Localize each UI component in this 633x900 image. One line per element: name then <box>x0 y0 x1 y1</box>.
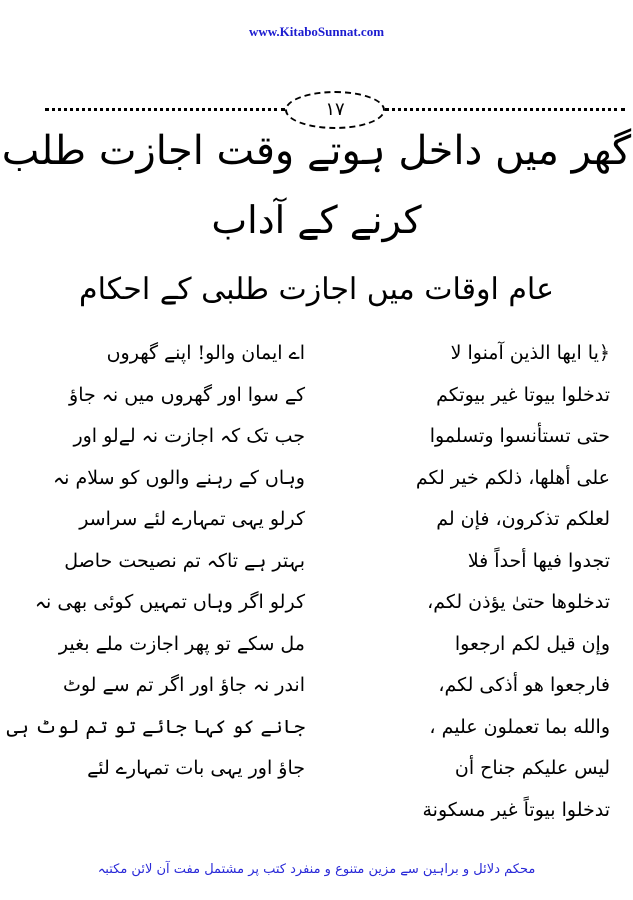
verse-line: تجدوا فيها أحداً فلا <box>467 549 610 572</box>
translation-line: کرلو یہی تمہارے لئے سراسر <box>79 508 305 530</box>
translation-line: اندر نہ جاؤ اور اگر تم سے لوٹ <box>62 674 305 696</box>
verse-line: ليس عليكم جناح أن <box>454 757 610 779</box>
page-number: ١٧ <box>285 91 385 129</box>
verse-line: فارجعوا هو أذكى لكم، <box>438 674 610 696</box>
translation-line: وہاں کے رہنے والوں کو سلام نہ <box>53 466 305 489</box>
arabic-verse-column <box>335 333 610 831</box>
verse-line: ﴿يا ايها الذين آمنوا لا <box>450 342 610 364</box>
verse-line: وإن قيل لكم ارجعوا <box>454 632 610 655</box>
divider-left <box>45 108 285 111</box>
translation-line: مل سکے تو پھر اجازت ملے بغیر <box>58 632 305 655</box>
translation-line: اے ایمان والو! اپنے گھروں <box>106 342 305 364</box>
translation-line: کرلو اگر وہاں تمہیں کوئی بھی نہ <box>34 591 305 613</box>
section-subtitle: عام اوقات میں اجازت طلبی کے احکام <box>79 272 554 307</box>
translation-line: جانے کو کہا جائے تو تم لوٹ ہی <box>6 715 305 738</box>
verse-line: لعلكم تذكرون، فإن لم <box>436 508 610 530</box>
verse-line: على أهلها، ذلكم خير لكم <box>415 466 610 489</box>
verse-line: تدخلوا بيوتا غير بيوتكم <box>436 383 610 406</box>
translation-line: جاؤ اور یہی بات تمہارے لئے <box>87 757 305 779</box>
verse-line: والله بما تعملون عليم ، <box>429 715 610 738</box>
chapter-title-line1: گھر میں داخل ہوتے وقت اجازت طلب <box>1 128 632 174</box>
translation-line: کے سوا اور گھروں میں نہ جاؤ <box>69 383 305 406</box>
footer-tagline: محکم دلائل و براہین سے مزین متنوع و منفرد کتب پر مشتمل مفت آن لائن مکتبہ <box>97 862 536 877</box>
verse-line: حتى تستأنسوا وتسلموا <box>429 425 610 447</box>
urdu-translation-column <box>6 333 305 790</box>
divider-right <box>385 108 625 111</box>
chapter-title-line2: کرنے کے آداب <box>211 198 422 242</box>
verse-line: تدخلوا بيوتاً غير مسكونة <box>422 798 610 821</box>
website-link[interactable]: www.KitaboSunnat.com <box>248 24 385 39</box>
verse-line: تدخلوها حتىٰ يؤذن لكم، <box>427 591 610 613</box>
translation-line: بہتر ہے تاکہ تم نصیحت حاصل <box>64 549 305 572</box>
translation-line: جب تک کہ اجازت نہ لےلو اور <box>73 425 305 447</box>
